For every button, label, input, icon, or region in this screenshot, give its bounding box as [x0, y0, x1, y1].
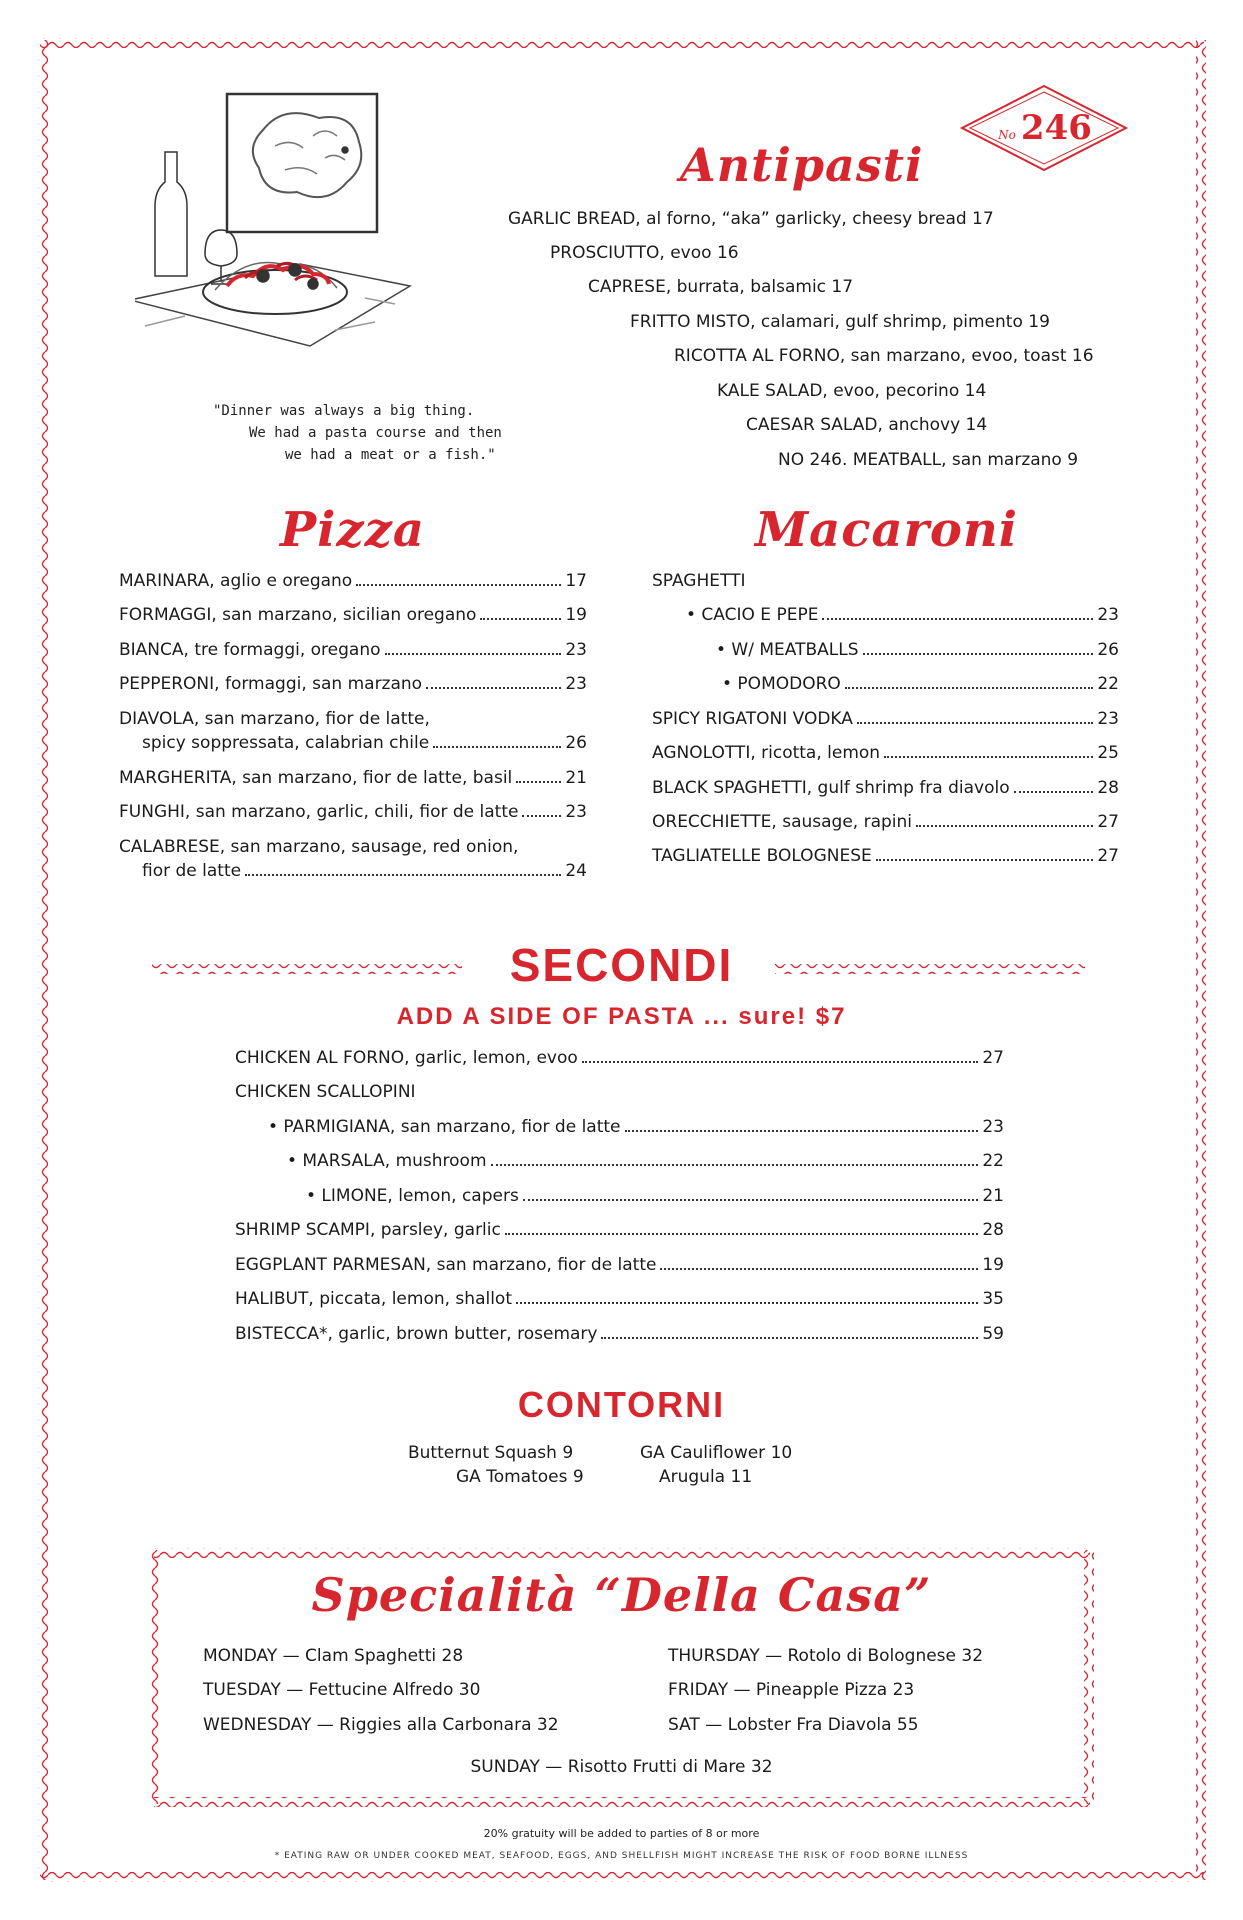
contorni-item: Arugula 11: [659, 1467, 753, 1487]
contorni-item: GA Tomatoes 9: [456, 1467, 584, 1487]
special-item-sunday: SUNDAY — Risotto Frutti di Mare 32: [470, 1757, 773, 1777]
pizza-item: MARINARA, aglio e oregano 17: [119, 571, 587, 591]
antipasti-item: PROSCIUTTO, evoo 16: [550, 243, 739, 263]
macaroni-item: ORECCHIETTE, sausage, rapini 27: [652, 812, 1119, 832]
secondi-item: SHRIMP SCAMPI, parsley, garlic 28: [235, 1220, 1004, 1240]
pizza-item: spicy soppressata, calabrian chile 26: [142, 733, 587, 753]
contorni-title: CONTORNI: [517, 1384, 726, 1425]
pizza-item: MARGHERITA, san marzano, fior de latte, basil 21: [119, 768, 587, 788]
secondi-item: • PARMIGIANA, san marzano, fior de latte 23: [268, 1117, 1004, 1137]
special-item-monday: MONDAY — Clam Spaghetti 28: [203, 1646, 464, 1666]
secondi-item: BISTECCA*, garlic, brown butter, rosemary 59: [235, 1324, 1004, 1344]
macaroni-title: Macaroni: [755, 502, 1018, 558]
antipasti-item: FRITTO MISTO, calamari, gulf shrimp, pimento 19: [630, 312, 1050, 332]
gratuity-note: 20% gratuity will be added to parties of 8 or more: [483, 1827, 760, 1840]
macaroni-heading: SPAGHETTI: [652, 571, 746, 591]
pizza-item: FUNGHI, san marzano, garlic, chili, fior de latte 23: [119, 802, 587, 822]
secondi-title: SECONDI: [509, 939, 734, 991]
contorni-item: GA Cauliflower 10: [640, 1443, 793, 1463]
pizza-item: PEPPERONI, formaggi, san marzano 23: [119, 674, 587, 694]
macaroni-item: BLACK SPAGHETTI, gulf shrimp fra diavolo 28: [652, 778, 1119, 798]
antipasti-item: RICOTTA AL FORNO, san marzano, evoo, toast 16: [674, 346, 1094, 366]
special-item-wednesday: WEDNESDAY — Riggies alla Carbonara 32: [203, 1715, 559, 1735]
secondi-item: • MARSALA, mushroom 22: [287, 1151, 1004, 1171]
secondi-item: • LIMONE, lemon, capers 21: [306, 1186, 1004, 1206]
antipasti-item: CAESAR SALAD, anchovy 14: [746, 415, 988, 435]
macaroni-item: SPICY RIGATONI VODKA 23: [652, 709, 1119, 729]
macaroni-item: AGNOLOTTI, ricotta, lemon 25: [652, 743, 1119, 763]
pizza-item-line: DIAVOLA, san marzano, fior de latte,: [119, 709, 430, 729]
quote-line-1: "Dinner was always a big thing.: [213, 403, 475, 419]
pasta-dinner-illustration: [135, 90, 415, 360]
pizza-item: BIANCA, tre formaggi, oregano 23: [119, 640, 587, 660]
special-item-tuesday: TUESDAY — Fettucine Alfredo 30: [203, 1680, 481, 1700]
macaroni-item: TAGLIATELLE BOLOGNESE 27: [652, 846, 1119, 866]
secondi-item: HALIBUT, piccata, lemon, shallot 35: [235, 1289, 1004, 1309]
quote-line-3: we had a meat or a fish.": [285, 447, 496, 463]
specialita-title: Specialità “Della Casa”: [311, 1568, 932, 1622]
quote-line-2: We had a pasta course and then: [249, 425, 502, 441]
secondi-subtitle: ADD A SIDE OF PASTA ... sure! $7: [396, 1003, 847, 1030]
quote: [213, 400, 502, 466]
badge: [990, 108, 1100, 148]
antipasti-item: NO 246. MEATBALL, san marzano 9: [778, 450, 1079, 470]
special-item-sat: SAT — Lobster Fra Diavola 55: [668, 1715, 919, 1735]
pizza-title: Pizza: [280, 502, 425, 558]
secondi-heading: CHICKEN SCALLOPINI: [235, 1082, 416, 1102]
badge-number: 246: [1020, 108, 1092, 148]
food-warning: * EATING RAW OR UNDER COOKED MEAT, SEAFOOD, EGGS, AND SHELLFISH MIGHT INCREASE THE RISK OF FOOD BORNE ILLNESS: [274, 1851, 969, 1861]
antipasti-item: KALE SALAD, evoo, pecorino 14: [717, 381, 987, 401]
badge-prefix: No: [998, 128, 1016, 142]
special-item-thursday: THURSDAY — Rotolo di Bolognese 32: [668, 1646, 984, 1666]
pizza-item: FORMAGGI, san marzano, sicilian oregano 19: [119, 605, 587, 625]
antipasti-item: GARLIC BREAD, al forno, “aka” garlicky, cheesy bread 17: [508, 209, 994, 229]
special-item-friday: FRIDAY — Pineapple Pizza 23: [668, 1680, 915, 1700]
macaroni-item: • W/ MEATBALLS 26: [716, 640, 1119, 660]
secondi-item: CHICKEN AL FORNO, garlic, lemon, evoo 27: [235, 1048, 1004, 1068]
antipasti-item: CAPRESE, burrata, balsamic 17: [588, 277, 854, 297]
antipasti-title: Antipasti: [680, 138, 924, 192]
secondi-item: EGGPLANT PARMESAN, san marzano, fior de latte 19: [235, 1255, 1004, 1275]
pizza-item-line: CALABRESE, san marzano, sausage, red onion,: [119, 837, 519, 857]
contorni-item: Butternut Squash 9: [408, 1443, 574, 1463]
macaroni-item: • POMODORO 22: [722, 674, 1119, 694]
pizza-item: fior de latte 24: [142, 861, 587, 881]
macaroni-item: • CACIO E PEPE 23: [686, 605, 1119, 625]
